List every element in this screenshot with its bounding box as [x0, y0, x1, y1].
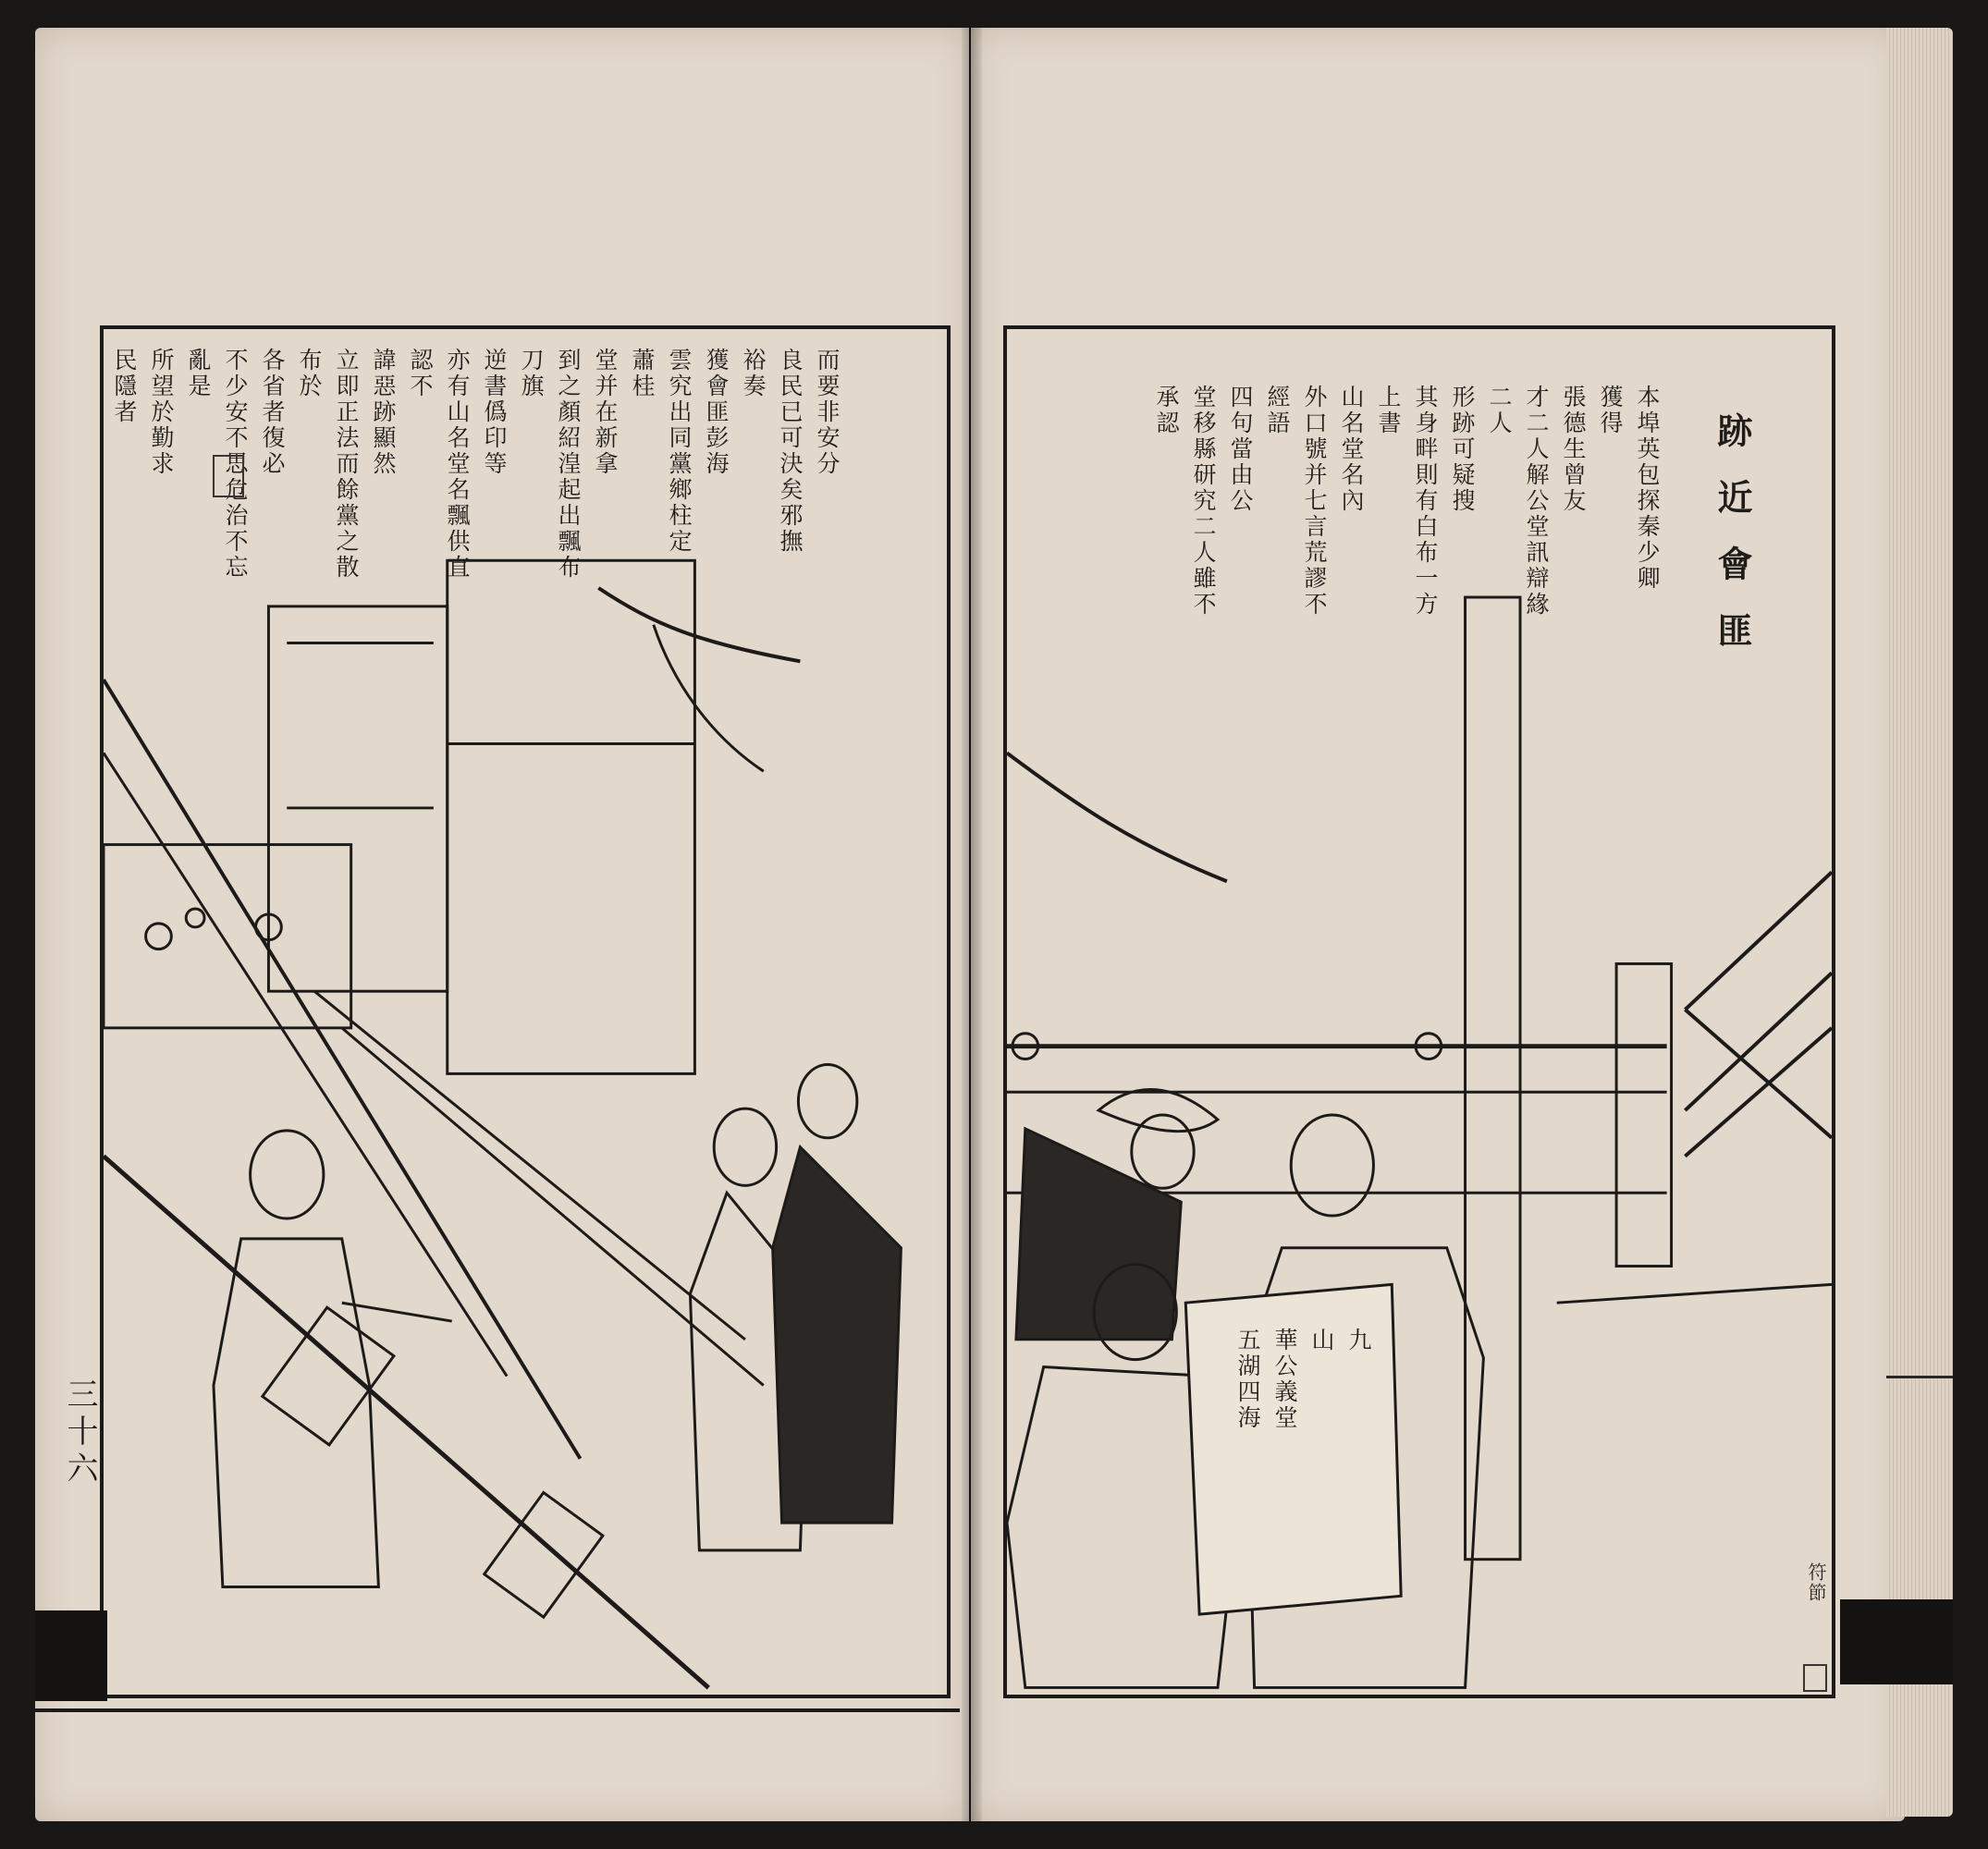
text-column: 不少安不思危治不忘: [222, 348, 249, 581]
text-column: 堂并在新拿: [592, 348, 619, 477]
text-column: 才二人解公堂訊辯緣: [1523, 385, 1550, 618]
page-edge-stack: [1886, 28, 1953, 1817]
text-column: 山名堂名內: [1338, 385, 1365, 514]
artist-seal-icon: [213, 455, 244, 497]
text-column: 承認: [1153, 385, 1180, 436]
right-illustration-frame: [1003, 325, 1835, 1698]
scroll-text: [1229, 1328, 1377, 1431]
text-column: 經語: [1264, 385, 1291, 436]
scroll-line: 五湖四海: [1234, 1328, 1261, 1431]
scroll-line: 華公義堂: [1271, 1328, 1298, 1431]
text-column: 而要非安分: [814, 348, 841, 477]
fore-edge-line: [35, 1708, 960, 1712]
artist-signature: 符節: [1805, 1562, 1827, 1603]
left-text-block: [105, 348, 845, 828]
text-column: 逆書僞印等: [481, 348, 508, 477]
text-column: 布於: [296, 348, 323, 399]
text-column: 亦有山名堂名飄供直: [444, 348, 471, 581]
text-column: 到之顏紹湟起出飄布: [555, 348, 582, 581]
folio-number: 三十六: [61, 1378, 98, 1488]
text-column: 上書: [1375, 385, 1402, 436]
text-column: 本埠英包探秦少卿: [1634, 385, 1661, 592]
text-column: 立即正法而餘黨之散: [333, 348, 360, 581]
fore-edge-line: [1886, 1376, 1953, 1378]
text-column: 裕奏: [740, 348, 767, 399]
left-illustration-frame: [100, 325, 951, 1698]
text-column: 各省者復必: [259, 348, 286, 477]
text-column: 刀旗: [518, 348, 545, 399]
right-text-block: [1147, 385, 1665, 828]
text-column: 獲得: [1597, 385, 1624, 436]
text-column: 形跡可疑搜: [1449, 385, 1476, 514]
text-column: 雲究出同黨鄉柱定: [666, 348, 693, 555]
text-column: 良民已可決矣邪撫: [777, 348, 804, 555]
text-column: 所望於勤求: [148, 348, 175, 477]
text-column: 外口號并七言荒謬不: [1301, 385, 1328, 618]
fore-edge-band: [35, 1610, 107, 1701]
text-column: 四句當由公: [1227, 385, 1254, 514]
text-column: 亂是: [185, 348, 212, 399]
text-column: 認不: [407, 348, 434, 399]
fore-edge-band: [1840, 1599, 1953, 1684]
curio-cabinet: [104, 845, 351, 1028]
text-column: 張德生曾友: [1560, 385, 1587, 514]
fence-post: [1616, 963, 1671, 1266]
text-column: 獲會匪彭海: [703, 348, 730, 477]
page-title: 跡近會匪: [1712, 412, 1753, 679]
text-column: 蕭桂: [629, 348, 656, 399]
text-column: 民隱者: [111, 348, 138, 425]
scroll-line: 山: [1308, 1328, 1335, 1353]
text-column: 其身畔則有白布一方: [1412, 385, 1439, 618]
book-gutter: [962, 28, 982, 1821]
artist-seal-icon: [1803, 1664, 1827, 1692]
text-column: 堂移縣研究二人雖不: [1190, 385, 1217, 618]
text-column: 諱惡跡顯然: [370, 348, 397, 477]
scroll-line: 九: [1345, 1328, 1372, 1353]
text-column: 二人: [1486, 385, 1513, 436]
